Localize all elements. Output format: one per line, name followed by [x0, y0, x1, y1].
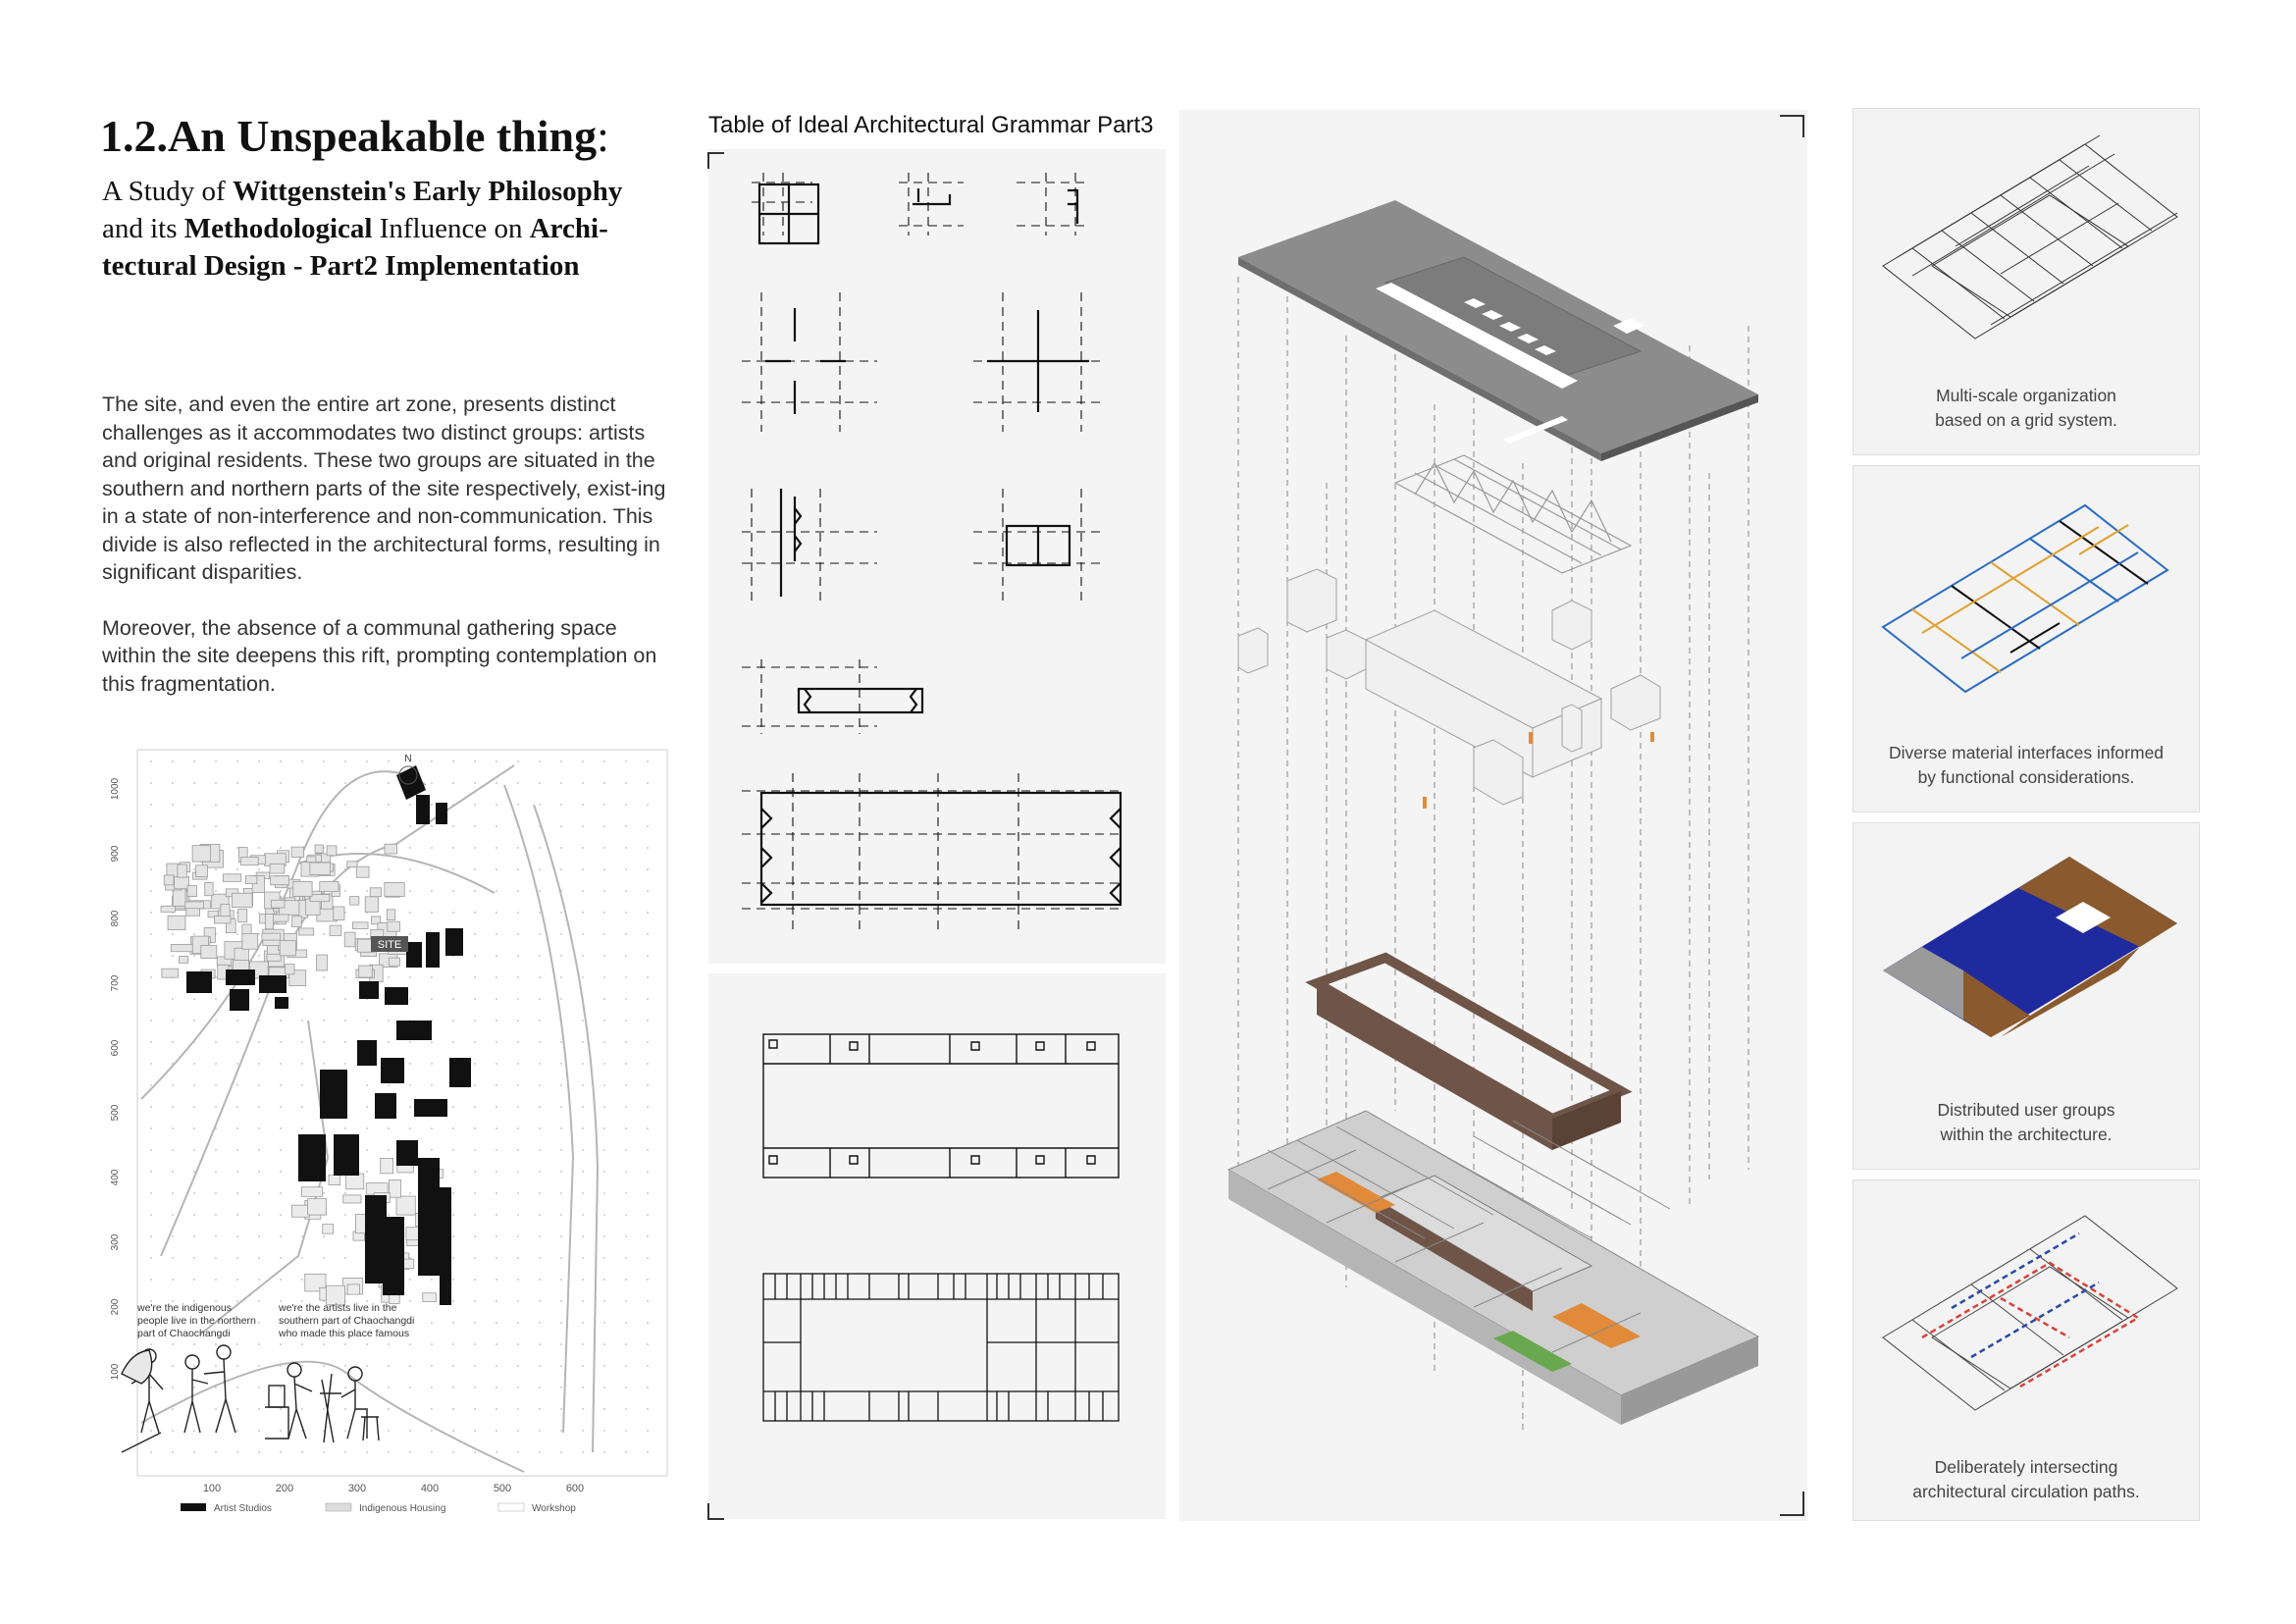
subtitle-segment: tectural Design - Part2 Implementation	[102, 250, 580, 282]
indigenous-annotation: we're the indigenous people live in the northern part of Chaochangdi	[137, 1302, 256, 1339]
grammar-table-title: Table of Ideal Architectural Grammar Part3	[708, 112, 1154, 138]
user-zones-diagram	[1853, 823, 2199, 1078]
card-caption: Deliberately intersecting architectural circulation paths.	[1912, 1457, 2140, 1501]
north-arrow-icon: N	[404, 754, 412, 764]
x-tick-label: 300	[347, 1483, 367, 1494]
y-tick-label: 100	[110, 1363, 121, 1381]
x-tick-label: 200	[275, 1483, 294, 1494]
exploded-axonometric	[1179, 110, 1817, 1523]
subtitle-segment: Wittgenstein's Early Philosophy	[232, 176, 623, 207]
legend-workshop: Workshop	[532, 1503, 576, 1514]
x-tick-label: 500	[493, 1483, 512, 1494]
x-tick-label: 400	[420, 1483, 440, 1494]
artists-annotation: we're the artists live in the southern part of Chaochangdi who made this place famous	[279, 1302, 415, 1339]
grid-plan-diagram	[1853, 109, 2199, 344]
card-caption: Distributed user groups within the architecture.	[1937, 1100, 2115, 1144]
card-caption: Diverse material interfaces informed by functional considerations.	[1888, 743, 2165, 787]
y-tick-label: 400	[110, 1169, 121, 1186]
y-tick-label: 900	[110, 845, 121, 863]
info-card-material	[1852, 465, 2200, 812]
y-tick-label: 300	[110, 1233, 121, 1251]
x-tick-label: 100	[202, 1483, 222, 1494]
y-tick-label: 200	[110, 1298, 121, 1316]
grammar-diagrams	[703, 145, 1172, 1529]
subtitle-segment: A Study of	[102, 176, 233, 207]
info-card-user-groups	[1852, 822, 2200, 1170]
page-subtitle	[102, 173, 671, 285]
subtitle-line	[102, 173, 671, 210]
info-card-circulation	[1852, 1179, 2200, 1521]
x-tick-label: 600	[565, 1483, 585, 1494]
site-label: SITE	[377, 939, 402, 951]
material-plan-diagram	[1853, 466, 2199, 702]
subtitle-segment: and its	[102, 213, 184, 244]
y-tick-label: 600	[110, 1039, 121, 1057]
subtitle-segment: Methodological	[183, 213, 373, 244]
body-text	[102, 391, 671, 725]
subtitle-segment: Influence on	[372, 213, 530, 244]
info-card-grid	[1852, 108, 2200, 455]
paragraph: Moreover, the absence of a communal gathering space within the site deepens this rift, prompting contemplation on this fragmentation.	[102, 615, 657, 696]
site-map	[102, 746, 671, 1531]
circulation-diagram	[1853, 1180, 2199, 1416]
subtitle-line	[102, 247, 671, 285]
card-caption: Multi-scale organization based on a grid system.	[1935, 386, 2117, 430]
subtitle-segment: Archi-	[529, 213, 608, 244]
subtitle-line	[102, 210, 671, 247]
y-tick-label: 1000	[110, 777, 121, 801]
y-tick-label: 700	[110, 974, 121, 992]
y-tick-label: 800	[110, 910, 121, 927]
paragraph: The site, and even the entire art zone, presents distinct challenges as it accommodates two distinct groups: artists and original residents. These two groups are situated in the southern and northern parts of the site respectively, exist-ing in a state of non-interference and non-communication. This divide is also reflected in the architectural forms, resulting in significant disparities.	[102, 393, 666, 584]
legend-artist-studios: Artist Studios	[214, 1503, 272, 1514]
y-tick-label: 500	[110, 1104, 121, 1122]
page-title: 1.2.An Unspeakable thing:	[100, 111, 609, 161]
legend-indigenous-housing: Indigenous Housing	[359, 1503, 446, 1514]
